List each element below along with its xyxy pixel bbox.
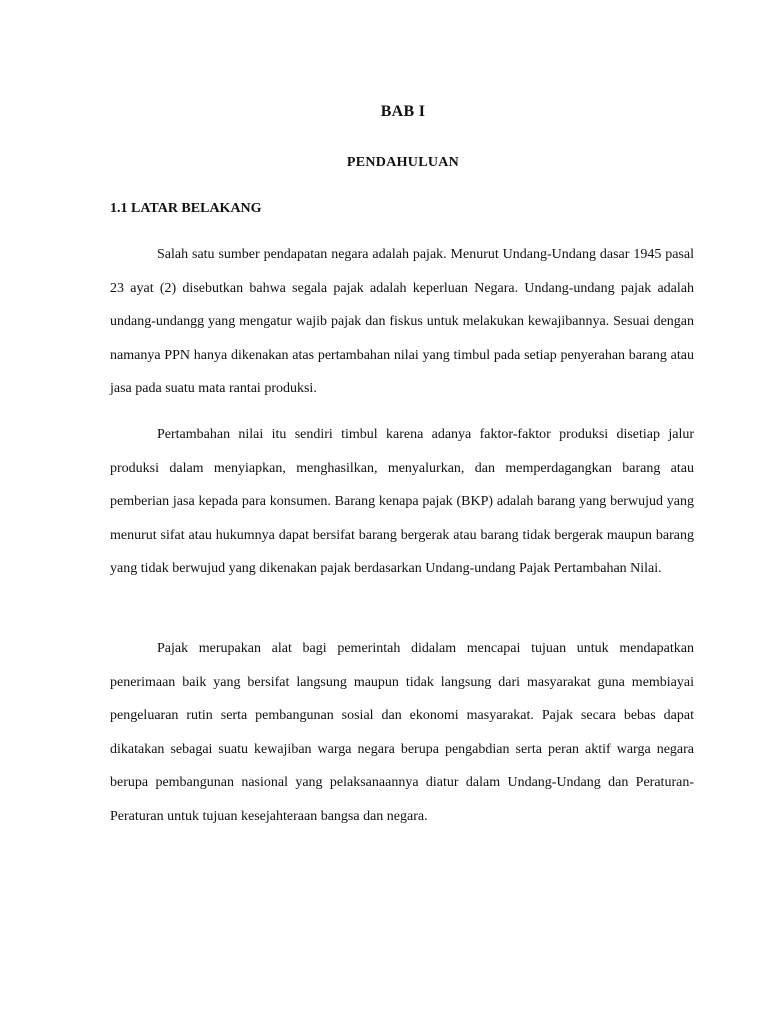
chapter-title: BAB I: [380, 103, 426, 120]
paragraph-3: Pajak merupakan alat bagi pemerintah didalam mencapai tujuan untuk mendapatkan penerimaan baik yang bersifat langsung maupun tidak langsung dari masyarakat guna membiayai pengeluaran rutin serta pembangunan sosial dan ekonomi masyarakat. Pajak secara bebas dapat dikatakan sebagai suatu kewajiban warga negara berupa pengabdian serta peran aktif warga negara berupa pembangunan nasional yang pelaksanaannya diatur dalam Undang-Undang dan Peraturan-Peraturan untuk tujuan kesejahteraan bangsa dan negara.: [110, 641, 694, 824]
section-heading: 1.1 LATAR BELAKANG: [110, 201, 262, 216]
paragraph-2: Pertambahan nilai itu sendiri timbul karena adanya faktor-faktor produksi disetiap jalur produksi dalam menyiapkan, menghasilkan, menyalurkan, dan memperdagangkan barang atau pemberian jasa kepada para konsumen. Barang kenapa pajak (BKP) adalah barang yang berwujud yang menurut sifat atau hukumnya dapat bersifat barang bergerak atau barang tidak bergerak maupun barang yang tidak berwujud yang dikenakan pajak berdasarkan Undang-undang Pajak Pertambahan Nilai.: [110, 427, 694, 576]
chapter-subtitle: PENDAHULUAN: [346, 155, 460, 170]
paragraph-1: Salah satu sumber pendapatan negara adalah pajak. Menurut Undang-Undang dasar 1945 pasal 23 ayat (2) disebutkan bahwa segala pajak adalah keperluan Negara. Undang-undang pajak adalah undang-undangg yang mengatur wajib pajak dan fiskus untuk melakukan kewajibannya. Sesuai dengan namanya PPN hanya dikenakan atas pertambahan nilai yang timbul pada setiap penyerahan barang atau jasa pada suatu mata rantai produksi.: [110, 247, 694, 396]
